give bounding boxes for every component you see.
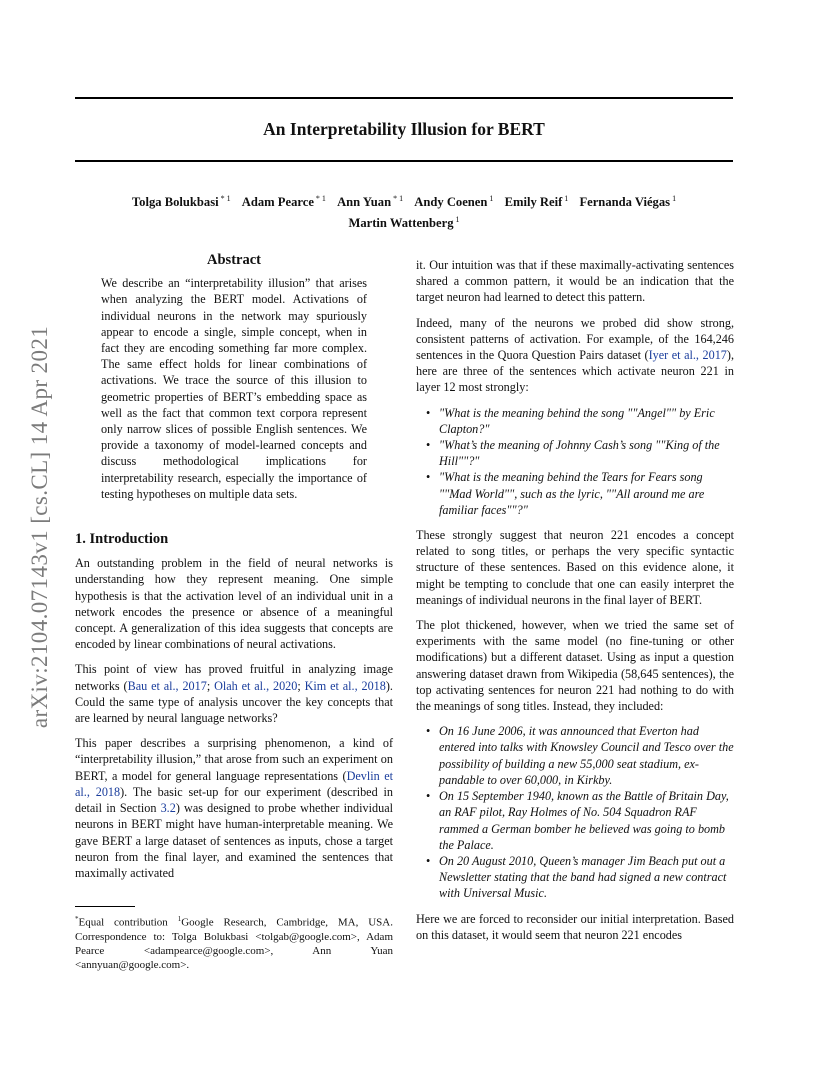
intro-paragraph: This point of view has proved fruitful in analyzing image networks (Bau et al., 2017; Olah et al., 2020; Kim et al., 2018). Could the same type of analysis uncover the key concepts that are learned by neural language networks? [75,662,393,726]
body-paragraph: it. Our intuition was that if these maximally-activating sentences shared a common pattern, it would be an indication that the target neuron had learned to detect this pattern. [416,258,734,305]
list-item: • "What’s the meaning of Johnny Cash’s song ""King of the Hill""?" [439,437,734,469]
list-item: • On 20 August 2010, Queen’s manager Jim Beach put out a Newsletter stating that the band had signed a new contract with Universal Music. [439,853,734,902]
citation-link[interactable]: Kim et al., 2018 [304,678,386,693]
intro-paragraph: An outstanding problem in the field of neural networks is understanding how they represent meaning. One simple hypothesis is that the activation level of an individual unit in a network encodes the presence or absence of a meaningful concept. A generalization of this idea suggests that concepts are encoded by linear combinations of neural activations. [75,556,393,652]
abstract-heading: Abstract [207,252,261,268]
section-ref-link[interactable]: 3.2 [160,801,176,816]
quora-example-list [416,405,734,518]
paper-title: An Interpretability Illusion for BERT [263,119,545,139]
citation-link[interactable]: Bau et al., 2017 [127,678,207,693]
section-heading-introduction: 1. Introduction [75,531,169,548]
author: Emily Reif $^1$ [504,194,569,210]
author: Fernanda Viégas $^1$ [579,194,677,210]
left-column [75,252,393,890]
author: Martin Wattenberg $^1$ [348,215,460,231]
intro-paragraph: This paper describes a surprising phenomenon, a kind of “interpretability illusion,” that arose from such an experiment on BERT, a model for general language representations (Devlin et al., 2018). The basic set-up for our experiment (described in detail in Section 3.2) was designed to probe whether individual neurons in BERT might have human-interpretable meaning. We gave BERT a large dataset of sentences as inputs, chose a target neuron from the final layer, and examined the sentences that maximally activated [75,736,394,880]
citation-link[interactable]: Olah et al., 2020 [214,678,298,693]
footnote: *Equal contribution $^1$Google Research, Cambridge, MA, USA. Correspondence to: Tolga Bolukbasi <tolgab@google.com>, Adam Pearce <adampearce@google.com>, Ann Yuan <annyuan@google.com>. [75,915,393,972]
author: Tolga Bolukbasi $^{* 1}$ [131,194,231,210]
wiki-example-list [416,723,734,901]
author: Andy Coenen $^1$ [414,194,494,210]
list-item: • On 15 September 1940, known as the Battle of Britain Day, an RAF pilot, Ray Holmes of No. 504 Squadron RAF rammed a German bomber he believed was going to bomb the Palace. [439,788,734,853]
abstract-text: We describe an “interpretability illusion” that arises when analyzing the BERT model. Activations of individual neurons in the network may spuriously appear to encode a single, simple concept, when in fact they are encoding something far more complex. The same effect holds for linear combinations of activations. We trace the source of this illusion to geometric properties of BERT’s embedding space as well as the fact that common text corpora represent only narrow slices of possible English sentences. We provide a taxonomy of model-learned concepts and discuss methodological implications for interpretability research, especially the importance of testing hypotheses on multiple data sets. [101,276,367,501]
list-item: • On 16 June 2006, it was announced that Everton had entered into talks with Knowsley Council and Tesco over the possibility of building a new 55,000 seat stadium, ex-pandable to over 60,000, in Kirkby. [439,723,734,788]
citation-link[interactable]: Devlin et al., 2018 [75,768,393,799]
list-item: • "What is the meaning behind the song ""Angel"" by Eric Clapton?" [439,405,734,437]
title-rule-top [75,97,733,99]
title-rule-bottom [75,160,733,162]
body-paragraph: These strongly suggest that neuron 221 encodes a concept related to song titles, or perhaps the very specific syntactic structure of these sentences. Based on this evidence alone, it might be tempting to conclude that one can easily interpret the meanings of individual neurons in the final layer of BERT. [416,528,734,607]
body-paragraph: The plot thickened, however, when we tried the same set of experiments with the same model (no fine-tuning or other modifications) but a different dataset. Using as input a question answering dataset drawn from Wikipedia (58,645 sentences), the top activating sentences for neuron 221 had nothing to do with the meanings of song titles. Instead, they included: [416,618,734,714]
list-item: • "What is the meaning behind the Tears for Fears song ""Mad World"", such as the lyric, ""All around me are familiar faces""?" [439,469,734,518]
body-paragraph: Indeed, many of the neurons we probed did show strong, consistent patterns of activation. For example, of the 164,246 sentences in the Quora Question Pairs dataset (Iyer et al., 2017), here are three of the sentences which activate neuron 221 in layer 12 most strongly: [416,315,734,395]
body-paragraph: Here we are forced to reconsider our initial interpretation. Based on this dataset, it would seem that neuron 221 encodes [416,911,734,942]
citation-link[interactable]: Iyer et al., 2017 [648,348,727,363]
author: Adam Pearce $^{* 1}$ [241,194,326,210]
arxiv-id: arXiv:2104.07143v1 [cs.CL] 14 Apr 2021 [27,325,52,729]
right-column [416,257,734,952]
footnote-rule [75,906,135,907]
author: Ann Yuan $^{* 1}$ [337,194,404,210]
author-list [95,190,713,232]
